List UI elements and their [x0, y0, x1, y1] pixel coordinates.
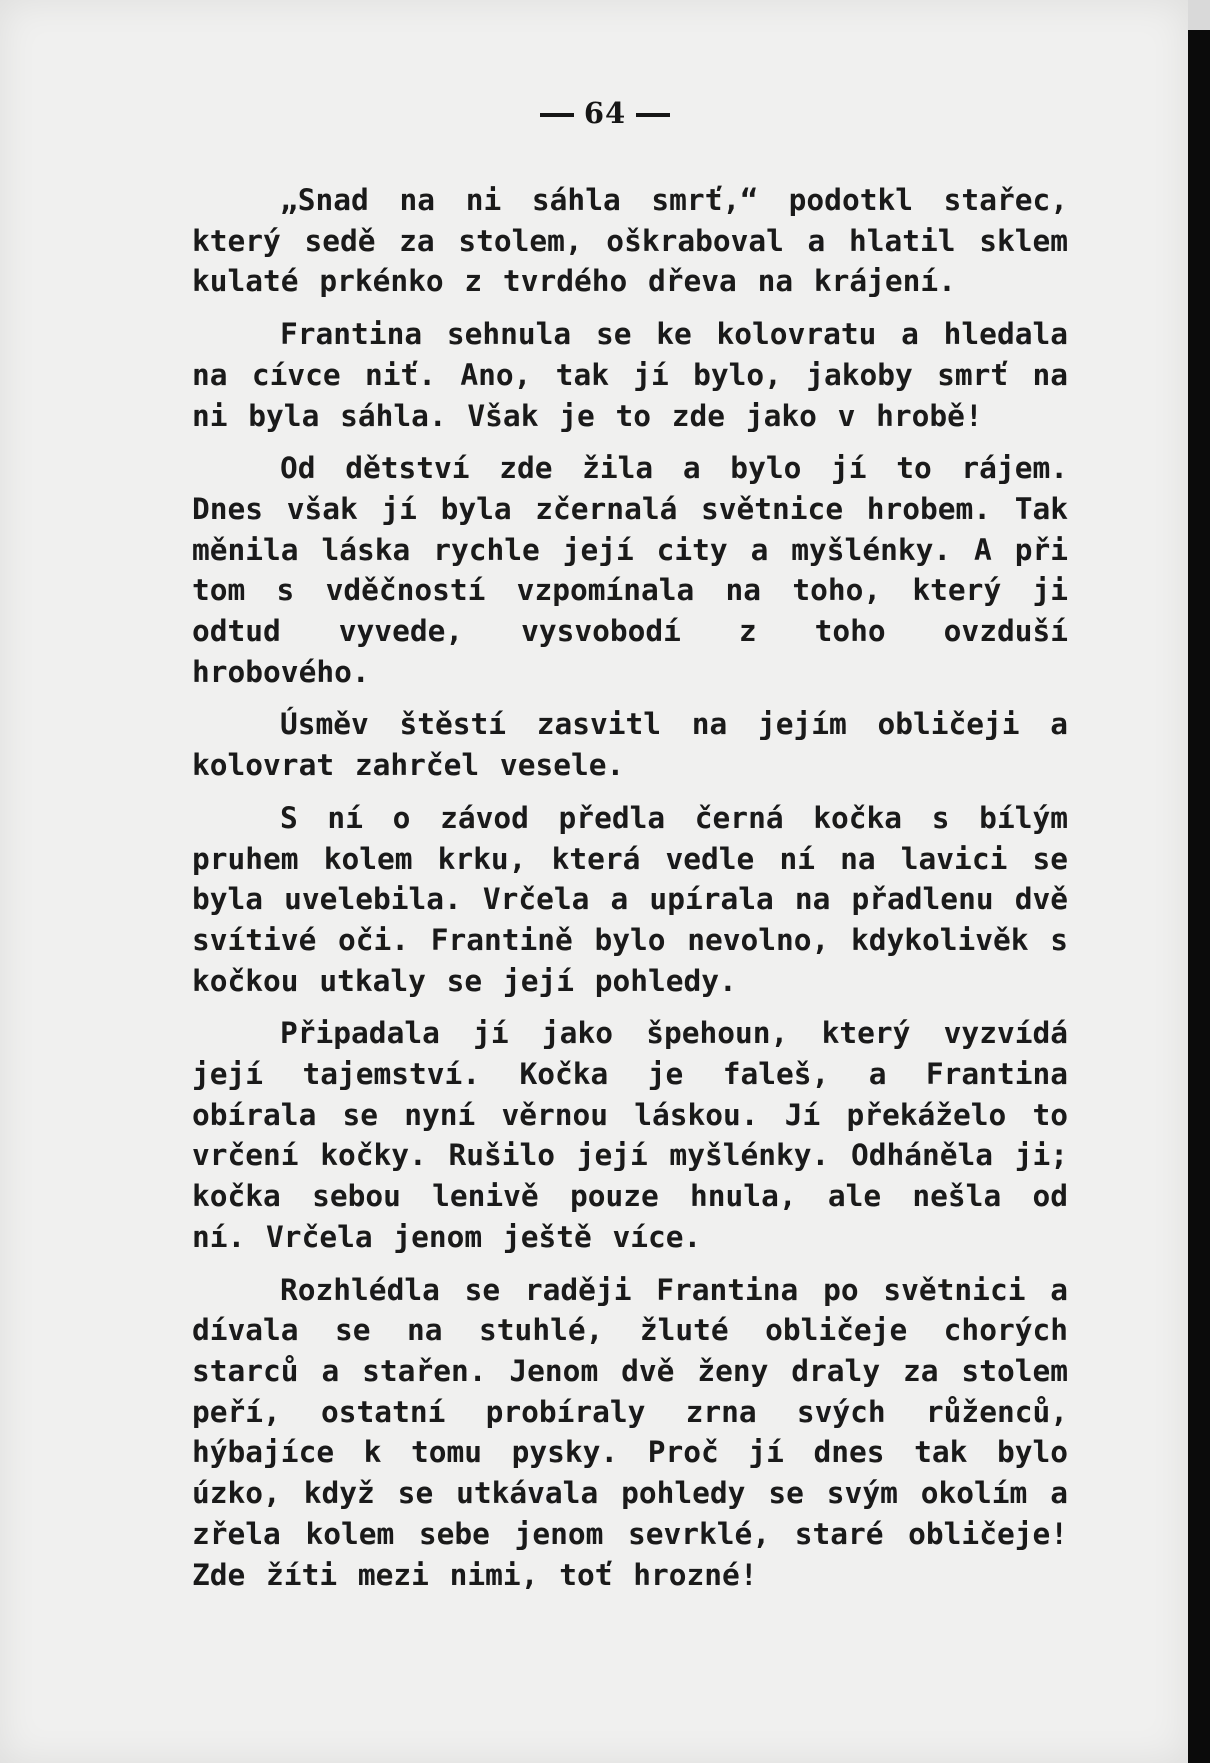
page-edge-shadow: [1188, 30, 1210, 1763]
paragraph: S ní o závod předla černá kočka s bílým pruhem kolem krku, která vedle ní na lavici se byla uvelebila. Vrčela a upírala na přadlenu dvě svítivé oči. Frantině bylo nevolno, kdykolivěk s kočkou utkaly se její pohledy.: [192, 800, 1068, 998]
page-number: [0, 96, 1210, 130]
paragraph: Připadala jí jako špehoun, který vyzvídá její tajemství. Kočka je faleš, a Frantina obírala se nyní věrnou láskou. Jí překáželo to vrčení kočky. Rušilo její myšlénky. Odháněla ji; kočka sebou lenivě pouze hnula, ale nešla od ní. Vrčela jenom ještě více.: [192, 1016, 1068, 1254]
body-text: [192, 180, 1068, 1595]
paragraph: Úsměv štěstí zasvitl na jejím obličeji a kolovrat zahrčel vesele.: [192, 707, 1068, 783]
page-edge-top: [1188, 0, 1210, 30]
paragraph: Rozhlédla se raději Frantina po světnici a dívala se na stuhlé, žluté obličeje chorých starců a stařen. Jenom dvě ženy draly za stolem peří, ostatní probíraly zrna svých růženců, hýbajíce k tomu pysky. Proč jí dnes tak bylo úzko, když se utkávala pohledy se svým okolím a zřela kolem sebe jenom sevrklé, staré obličeje! Zde žíti mezi nimi, toť hrozné!: [192, 1272, 1068, 1592]
page-number-dash-left: [540, 113, 574, 117]
paragraph: Frantina sehnula se ke kolovratu a hledala na cívce niť. Ano, tak jí bylo, jakoby smrť na ni byla sáhla. Však je to zde jako v hrobě!: [192, 317, 1068, 433]
page-number-value: 64: [583, 96, 627, 130]
page-number-dash-right: [636, 113, 670, 117]
paragraph: Od dětství zde žila a bylo jí to rájem. Dnes však jí byla zčernalá světnice hrobem. Tak měnila láska rychle její city a myšlénky. A při tom s vděčností vzpomínala na toho, který ji odtud vyvede, vysvobodí z toho ovzduší hrobového.: [192, 451, 1068, 689]
paragraph: „Snad na ni sáhla smrť,“ podotkl stařec, který sedě za stolem, oškraboval a hlatil sklem kulaté prkénko z tvrdého dřeva na krájení.: [192, 183, 1068, 299]
